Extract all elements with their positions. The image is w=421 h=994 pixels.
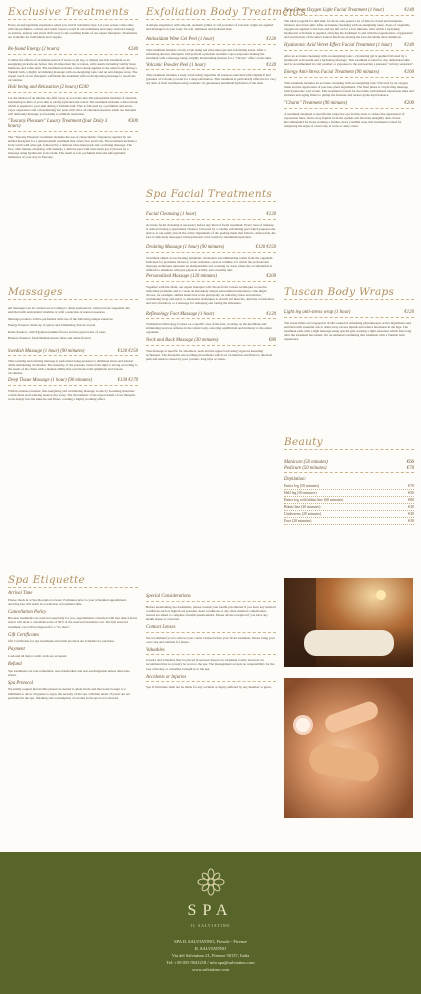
treatment-price: €120 bbox=[266, 212, 276, 217]
wraps-section bbox=[284, 286, 414, 344]
divider bbox=[8, 299, 138, 300]
treatment-price: €160 bbox=[404, 69, 414, 75]
depilation-price: €50 bbox=[408, 490, 414, 495]
depilation-label: Bikini line (20 minutes) bbox=[284, 504, 321, 509]
divider bbox=[146, 281, 276, 282]
treatment-name: Neck and Back Massage (30 minutes) €80 bbox=[146, 338, 276, 344]
divider bbox=[8, 587, 138, 588]
essence-relax: Relax Essence: with Egyptian jasmine flower and the green notes of roses bbox=[8, 329, 106, 334]
treatment-price: €60 bbox=[406, 460, 414, 465]
divider bbox=[8, 54, 138, 55]
treatment-desc: This treatment features a body scrub using red wine must gel and exfoliating seeds. After a refreshing shower, therapists will perform a pleasant aromatic vapor-exposure making the treatment with a massage using a highly moisturizing mousse for a "velvety" effect on the skin. bbox=[146, 47, 272, 60]
massages-note: Massage products will be performed with one of the following unique essences: bbox=[8, 316, 114, 321]
depilation-list bbox=[284, 483, 414, 525]
treatment-price: €120 bbox=[266, 311, 276, 317]
depilation-price: €70 bbox=[408, 483, 414, 488]
facial-section bbox=[146, 188, 276, 364]
treatment-name: Hyaluronic Acid Velvet Effect Facial Treatment (1 hour) €140 bbox=[284, 43, 414, 49]
treatment-price: €130 €170 bbox=[117, 378, 138, 384]
column-middle bbox=[146, 6, 307, 88]
divider bbox=[8, 131, 138, 132]
footer-website-link[interactable]: www.salviatino.com bbox=[192, 967, 229, 972]
etiquette-desc: Jewelry and valuables may be placed in secured drawers in treatment rooms; however we recommend that no jewelry be worn to the spa. The management accepts no responsibility for the loss of money or valuables brought in to the spa. bbox=[146, 658, 275, 671]
divider bbox=[8, 92, 138, 93]
depilation-row bbox=[284, 504, 414, 511]
etiquette-section bbox=[8, 574, 138, 702]
treatment-price: €240 bbox=[128, 47, 138, 53]
treatment-name: Antioxidant Wine Gel Peel (1 hour) €120 bbox=[146, 37, 276, 43]
exclusive-intro: Every an unforgettable experience when you visit Il Salviatino Spa. Let your senses come alive with the perfumes, colours and warm vapors rooted in our treatments and enjoy renewed energy as tension, anxiety and stress drift away to the soothing hands of our expert therapists. Treatments are available for individuals and couples. bbox=[8, 23, 138, 40]
divider bbox=[146, 252, 276, 253]
treatment-price: €120 €150 bbox=[255, 244, 276, 250]
depilation-row bbox=[284, 490, 414, 497]
treatment-name: Energy Anti-Stress Facial Treatment (90 minutes) €160 bbox=[284, 69, 414, 75]
treatment-price: €70 bbox=[406, 465, 414, 471]
etiquette-desc: Spa treatments are non-refundable, non-transferable and non-exchangeable unless otherwise stated. bbox=[8, 668, 130, 677]
treatment-desc: Let the tension of an intense day drift away as you relax into this pleasurable moment of absolute, luxuriating in Mao at your skin is totally hydrated and toned. The treatment includes a detox mask which is applied to your skin during a Turkish bath. This is followed by a perfumed anti-stress vapor experience and a moisturizing hot pack with olive oil enriched essences while our therapist will delicately massage you leading to ultimate relaxation. bbox=[8, 95, 138, 116]
treatment-name: Swedish Massage (1 hour) (90 minutes) €120 €150 bbox=[8, 348, 138, 354]
depilation-row bbox=[284, 511, 414, 518]
etiquette-title: Cancellation Policy bbox=[8, 609, 47, 615]
section-title-tuscan-wraps: Tuscan Body Wraps bbox=[284, 286, 395, 298]
massages-section bbox=[8, 286, 138, 403]
treatment-desc: Traditional reflexology focuses on a specific area of the feet, working on the meridians and stimulating nervous reflexes in the whole body, restoring equilibrium and harmony to the entire organism. bbox=[146, 322, 272, 335]
treatment-price: €200 bbox=[266, 274, 276, 280]
spa-room-photo bbox=[284, 578, 413, 667]
depilation-label: Half leg (30 minutes) bbox=[284, 490, 317, 495]
special-considerations-section bbox=[146, 594, 276, 692]
treatment-price: €120 bbox=[404, 310, 414, 315]
treatment-name: Re-found Energy (2 hours) €240 bbox=[8, 47, 138, 53]
footer bbox=[0, 852, 421, 994]
etiquette-desc: Spa Il Salviatino shall not be liable for any accident or injury suffered by any member or guest. bbox=[146, 685, 272, 690]
divider bbox=[284, 108, 414, 109]
treatment-price: €120 bbox=[266, 37, 276, 43]
divider bbox=[284, 15, 414, 16]
depilation-label: Underarms (20 minutes) bbox=[284, 511, 322, 516]
treatment-desc: The lower limbs are wrapped in cloths soaked in refreshing phytotherapic active ingredients and enriched with essential oils to drain away excess liquids and relieve heaviness in the legs. The treatment ends with a light massage using special gels creating a light sensation which lasts long after the treatment has ended. We recommend combining this treatment with a Turkish bath experience. bbox=[284, 320, 412, 341]
column-left bbox=[8, 6, 138, 162]
etiquette-title: Accidents or Injuries bbox=[146, 674, 187, 680]
etiquette-title: Payment bbox=[8, 647, 25, 653]
etiquette-desc: We recommend you to remove your contact lenses before your facial treatment. Please bring your own case and solution for lenses. bbox=[146, 635, 275, 644]
treatment-desc: This massage is specific for shoulders, neck and the upper back using vigorous kneading techniques. The therapists use soothing movements which act on muscles and fibers to alleviate pain and tension caused by poor posture, long trips or stress. bbox=[146, 348, 273, 362]
divider bbox=[284, 317, 414, 318]
divider bbox=[284, 299, 414, 300]
divider bbox=[146, 318, 276, 319]
depilation-row bbox=[284, 518, 414, 525]
divider bbox=[146, 632, 276, 633]
depilation-price: €30 bbox=[408, 518, 414, 523]
treatment-price: €80 bbox=[268, 338, 276, 344]
treatment-name: Holi being and Relaxation (2 hours) €240 bbox=[8, 85, 89, 91]
massage-photo bbox=[284, 678, 413, 818]
treatment-price: €140 bbox=[404, 8, 414, 13]
depilation-label: Entire leg (50 minutes) bbox=[284, 483, 320, 488]
etiquette-title: Contact Lenses bbox=[146, 624, 176, 630]
divider bbox=[284, 472, 414, 473]
divider bbox=[146, 69, 276, 70]
etiquette-title: Valuables bbox=[146, 647, 165, 653]
treatment-name: Deep Tissue Massage (1 hour) (90 minutes) €130 €170 bbox=[8, 378, 138, 384]
essence-energy: Energy Essence: made up of spices and stimulating Tuscan woods bbox=[8, 323, 96, 328]
treatment-price: €140 bbox=[404, 43, 414, 49]
etiquette-desc: We kindly request that mobile phones be turned to silent mode and that noise be kept to a minimum to allow all guests to enjoy the serenity of the spa. Children under 16 years are not permitted in the spa. Smoking and consumption of alcohol in the spa is not allowed. bbox=[8, 687, 131, 700]
etiquette-desc: Please check in at Spa Reception at least 15 minutes prior to your scheduled appointment. Arriving late will result in a reduction of treatment time. bbox=[8, 597, 127, 606]
treatment-desc: This treatment includes an accurate cleansing with an energizing tonic followed by an oxygen mask and the application of precious plant ingredients. The final phase is a hydrating massage with hyaluronic acid cream. This treatment is ideal for tired skin with marked expression lines and includes anti-aging fillers to plump the features and restore hydro-lipid balance. bbox=[284, 80, 414, 97]
section-title-facial: Spa Facial Treatments bbox=[146, 188, 273, 200]
divider bbox=[146, 681, 276, 682]
essence-balance: Balance Essence: fresh Mediterranean citrus and white flowers bbox=[8, 336, 92, 341]
treatment-price: €120 €150 bbox=[117, 348, 138, 354]
divider bbox=[146, 654, 276, 655]
depilation-row bbox=[284, 483, 414, 490]
massages-intro: All massages can be carried out according to client preferences, with precious vegetable oils enriched with antioxidant vitamins or with a selection of natural essences. bbox=[8, 306, 130, 315]
treatment-desc: Together with the client, our expert therapist will choose from various techniques to resolve individual problems and to create an absolutely unique personalized experience. One might choose, for example, skilled hands that work principally on relieving stress and tension, revitalizing body and spirit, or relaxation techniques to stretch out muscles, alleviate contractures and aid circulation, or a massage for reshaping and toning the silhouette. bbox=[146, 285, 275, 306]
divider bbox=[146, 345, 276, 346]
brand-subtitle: IL SALVIATINO bbox=[190, 924, 231, 928]
section-title-exclusive-treatments: Exclusive Treatments bbox=[8, 6, 130, 18]
footer-address-line: SPA IL SALVIATINO, Fiesole - Firenze bbox=[174, 939, 247, 944]
etiquette-title: Special Considerations bbox=[146, 594, 191, 599]
treatment-desc: This soothing and relaxing massage is performed using pressure to eliminate stress and tension while stimulating circulation. The intensity of the pressure varies from light to strong according to the needs of the client with a manual ability that reactivates both lymphatic and venous circulation. bbox=[8, 359, 138, 376]
depilation-label: Entire leg with bikini line (60 minutes) bbox=[284, 497, 344, 502]
etiquette-desc: Because treatments are reserved especially for you, appointments cancelled with less than 4 hours notice will incur a cancellation fee of 50% of the reserved treatment cost. The full reserved treatment cost will be imposed for a "no show". bbox=[8, 616, 138, 629]
treatment-desc: A treatment designed to specifically target the eye and lip areas to reduce the appearance of expression lines, drain away liquids from the eyelids and alleviate unsightly dark circles. Recommended for those wanting a fresher, more youthful look, this treatment is ideal for tempering the signs of a hard day at work or daily stress. bbox=[284, 111, 405, 128]
treatment-name: Personalized Massage (120 minutes) €200 bbox=[146, 274, 276, 280]
beauty-item: Manicure (50 minutes) €60 bbox=[284, 460, 414, 465]
treatment-price: €200 bbox=[404, 100, 414, 106]
beauty-item: Pedicure (50 minutes) €70 bbox=[284, 465, 414, 471]
beauty-section bbox=[284, 436, 414, 525]
divider bbox=[146, 19, 276, 20]
spa-wordmark: SPA bbox=[187, 902, 234, 919]
treatment-desc: This treatment includes a body scrub using vegetable oil essences enriched with vitamin E and granules of volcanic powder for a deep exfoliation. This treatment is particularly effective for very dry skin. A final treatment using aromatic oil guarantees maximum hydration of the skin. bbox=[146, 73, 276, 86]
section-title-massages: Massages bbox=[8, 286, 63, 298]
divider bbox=[146, 601, 276, 602]
treatment-desc: The ideal program for dull skin, for those who spend a lot of time in closed environments, smokers and stress skin. After an intense cleansing with an energizing toner, drops of vegetable oxygen are applied to the face and are left on for a few minutes, after which a hydrating hyaluronic acid mask is applied, allowing the treatment to end with the regeneration, oxygenation and reactivation of the skin's natural functions leaving the face decidedly more luminous. bbox=[284, 18, 413, 39]
divider bbox=[284, 50, 414, 51]
depilation-label: Face (20 minutes) bbox=[284, 518, 312, 523]
treatment-name: "Charm" Treatment (90 minutes) €200 bbox=[284, 100, 414, 106]
depilation-row bbox=[284, 497, 414, 504]
etiquette-title: Spa Protocol bbox=[8, 680, 34, 686]
treatment-desc: Accurate facial cleansing is necessary before any kind of facial treatment. Every treat of makeup is removed using a specialized cleanser, followed by a creamy exfoliating peel which prepares the skin so it can easily absorb the active ingredients of the peeling mask that follows. Afterwards, the face is delicately massaged with hyaluronic acid cream for maximum hydration. bbox=[146, 222, 276, 239]
treatment-name: Volcanic Powder Peel (1 hour) €120 bbox=[146, 62, 276, 68]
divider bbox=[8, 19, 138, 20]
footer-address-line: IL SALVIATINO bbox=[194, 946, 227, 951]
treatment-name: Reflexology Foot Massage (1 hour) €120 bbox=[146, 311, 276, 317]
treatment-desc: Treatment aimed at reactivating lymphatic circulation and eliminating toxins from the organism. Indicated for problems related to water retention, such as cellulite, for which the professional massage techniques represent an indispensable aid, working on areas where the accumulation is difficult to eliminate with just physical activity and a healthy diet. bbox=[146, 255, 274, 272]
divider bbox=[146, 44, 276, 45]
footer-contact-line[interactable]: Tel: +39 055 9041218 / info.spa@salviatino.com bbox=[166, 960, 255, 965]
depilation-price: €30 bbox=[408, 504, 414, 509]
divider bbox=[8, 355, 138, 356]
divider bbox=[284, 77, 414, 78]
treatment-desc: Combat the effects of an intense period of stress or jet lag, or simply use this treatment as an energizing pick-me-up before that all-important big occasion, with results including visibly more luminous and softer skin. The treatment includes a detox mask applied to the entire body during a Turkish bath, a highly revitalizing massage with an energizing tonic and an anti-fatigue wrap. The expert touch of our therapists will finish the treatment with an invigorating massage to reactivate circulation. bbox=[8, 57, 138, 83]
flower-logo-icon bbox=[197, 868, 225, 896]
depilation-title: Depilation: bbox=[284, 477, 307, 483]
etiquette-desc: Cash and all major credit cards are accepted. bbox=[8, 653, 67, 658]
column-right bbox=[284, 8, 414, 130]
treatment-desc: With its intense pressure, this energizing and revitalizing massage works by loosening muscular contractions and reducing tension day away. The movements of the expert hands of our therapist work deeply into the muscles and fibers, creating a highly soothing effect. bbox=[8, 388, 136, 401]
exfoliation-intro: A unique experience with smooth, aromatic jellies or soft powders of volcanic origin are applied and massaged on your body for soft, luminous and hydrated skin. bbox=[146, 23, 274, 32]
divider bbox=[146, 201, 276, 202]
divider bbox=[284, 449, 414, 450]
etiquette-title: Gift Certificates bbox=[8, 632, 40, 638]
treatment-price: €300 bbox=[128, 118, 138, 124]
treatment-name: Light leg anti-stress wrap (1 hour) €120 bbox=[284, 310, 414, 315]
depilation-price: €30 bbox=[408, 511, 414, 516]
treatment-name: New Green Oxygen Light Facial Treatment (1 hour) €140 bbox=[284, 8, 414, 13]
depilation-price: €80 bbox=[408, 497, 414, 502]
etiquette-title: Arrival Time bbox=[8, 591, 33, 596]
divider bbox=[146, 219, 276, 220]
etiquette-desc: Before undertaking spa treatments, please consult your health practitioner if you have any medical conditions such as high blood pressure, heart conditions or any other medical complication. Guests are asked to complete a health questionnaire. Please advise reception if you have any health issues or concerns. bbox=[146, 604, 276, 621]
treatment-name: Facial Cleansing (1 hour) €120 bbox=[146, 212, 276, 217]
treatment-price: €120 bbox=[266, 62, 276, 68]
treatment-desc: The "Tuscany Pleasure" treatment includes the use of characteristic fragrances applied by our skilled therapists for a quintessential treatment that caters face and body. The treatment includes a body scrub with wine gel, followed by a delicate wine must pack and a relaxing massage. The face, after intense cleansing, will undergo a delicate peel with wine must gel, followed by a massage using hyaluronic acid cream. The result is soft, perfumed skin and unforgettable memories of your stay in Tuscany. bbox=[8, 134, 137, 160]
section-title-spa-etiquette: Spa Etiquette bbox=[8, 574, 86, 586]
divider bbox=[8, 385, 138, 386]
etiquette-title: Refund bbox=[8, 662, 22, 668]
section-title-exfoliation: Exfoliation Body Treatments bbox=[146, 6, 307, 18]
etiquette-desc: Gift Certificates for spa treatments and retail products are available for purchase. bbox=[8, 639, 115, 644]
treatment-desc: After an accurate cleansing with an energizing tonic, a hydrating gel is applied followed by a hyaluronic acid serum and a hydrating massage. This treatment is ideal for dry, dehydrated skin and is recommended in cold weather or exposure to the sun leaving a pleasant "velvety sensation". bbox=[284, 53, 414, 66]
treatment-name: "Tuscany Pleasure" Luxury Treatment (four Daily 3 hours) €300 bbox=[8, 118, 138, 130]
section-title-beauty: Beauty bbox=[284, 436, 323, 448]
treatment-name: Draining Massage (1 hour) (90 minutes) €120 €150 bbox=[146, 244, 276, 250]
footer-address-line: Via del Salviatino 21, Firenze 50137, Italia bbox=[171, 953, 250, 958]
